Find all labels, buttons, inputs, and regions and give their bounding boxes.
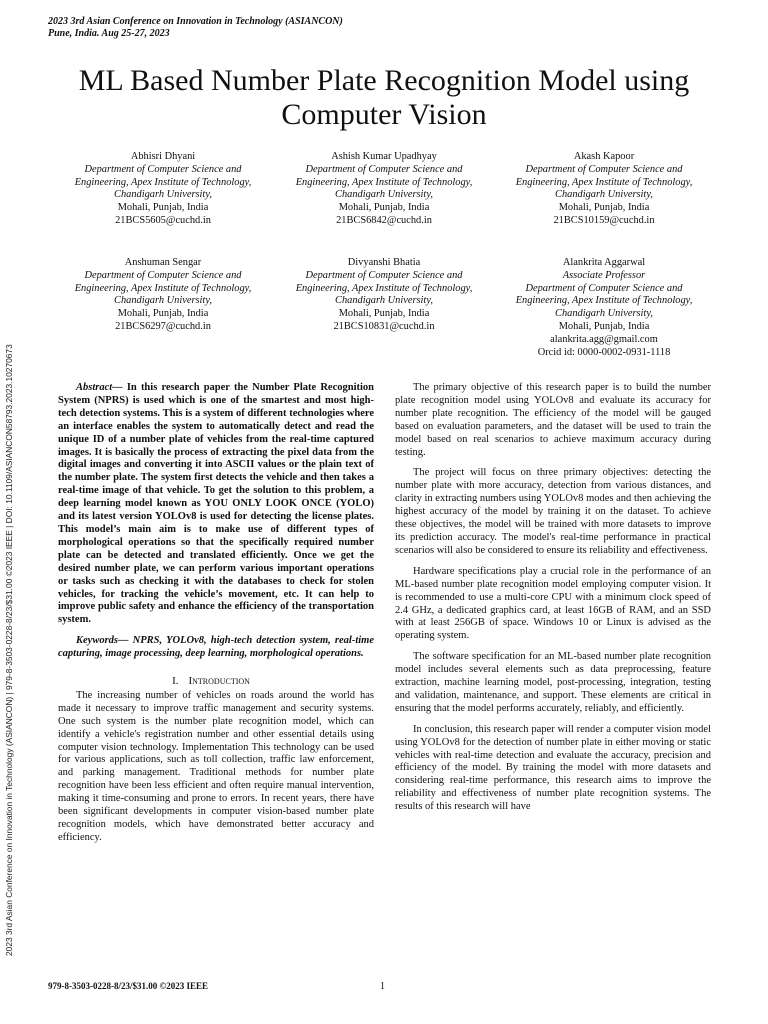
- intro-paragraph: The increasing number of vehicles on roads around the world has made it necessary to improve traffic management and security systems. One such system is the number plate recognition model, which can identify a vehicle's registration number and other essential details using computer vision technology. Implementation This technology can be used for various applications, such as toll collection, traffic law enforcement, and parking management. Traditional methods for number plate recognition have been less efficient and often require manual intervention, making it time-consuming and prone to errors. In recent years, there have been significant developments in computer vision-based number plate recognition models, which have demonstrated better accuracy and efficiency.: [58, 689, 374, 843]
- title-line-1: ML Based Number Plate Recognition Model using: [78, 64, 690, 97]
- author-role: Associate Professor: [562, 269, 646, 281]
- doi-side-strip: 2023 3rd Asian Conference on Innovation in Technology (ASIANCON) | 979-8-3503-0228-8/23/$31.00 ©2023 IEEE | DOI: 10.1109/ASIANCON58793.2023.10270673: [4, 344, 14, 956]
- author-orcid: Orcid id: 0000-0002-0931-1118: [537, 346, 671, 358]
- author-name: Ashish Kumar Upadhyay: [331, 151, 437, 162]
- right-column: [395, 382, 711, 822]
- author-affiliation: Department of Computer Science and Engineering, Apex Institute of Technology, Chandigarh University,: [515, 163, 693, 201]
- author-location: Mohali, Punjab, India: [338, 308, 430, 320]
- author-email: 21BCS10159@cuchd.in: [553, 214, 655, 226]
- page-number: 1: [380, 981, 385, 992]
- author-name: Divyanshi Bhatia: [347, 257, 421, 268]
- author-block: [279, 151, 489, 228]
- left-column: [58, 382, 374, 853]
- author-block: [499, 151, 709, 228]
- paper-title: [30, 64, 738, 132]
- author-name: Anshuman Sengar: [124, 257, 202, 268]
- author-location: Mohali, Punjab, India: [117, 202, 209, 214]
- author-location: Mohali, Punjab, India: [338, 202, 430, 214]
- author-location: Mohali, Punjab, India: [117, 308, 209, 320]
- author-affiliation: Department of Computer Science and Engineering, Apex Institute of Technology, Chandigarh University,: [74, 163, 252, 201]
- keywords: [58, 635, 374, 661]
- abstract: [58, 382, 374, 627]
- author-block: [58, 257, 268, 334]
- author-affiliation: Department of Computer Science and Engineering, Apex Institute of Technology, Chandigarh University,: [515, 282, 693, 320]
- author-name: Alankrita Aggarwal: [562, 257, 646, 268]
- keywords-label: Keywords—: [76, 635, 129, 647]
- body-paragraph: The primary objective of this research paper is to build the number plate recognition model using YOLOv8 and evaluate its accuracy for number plate recognition. The efficiency of the model will be gauged based on evaluation parameters, and the dataset will be used to train the model based on real scenarios to achieve maximum accuracy during testing.: [395, 382, 711, 458]
- author-location: Mohali, Punjab, India: [558, 320, 650, 332]
- author-block: [279, 257, 489, 334]
- section-heading: [58, 675, 374, 688]
- author-name: Abhisri Dhyani: [130, 151, 196, 162]
- author-affiliation: Department of Computer Science and Engineering, Apex Institute of Technology, Chandigarh University,: [295, 163, 473, 201]
- footer-copyright: 979-8-3503-0228-8/23/$31.00 ©2023 IEEE: [48, 981, 208, 991]
- conference-header: [48, 16, 448, 40]
- author-email: alankrita.agg@gmail.com: [550, 333, 658, 345]
- author-email: 21BCS6842@cuchd.in: [336, 214, 432, 226]
- author-email: 21BCS5605@cuchd.in: [115, 214, 211, 226]
- abstract-text: In this research paper the Number Plate Recognition System (NPRS) is used which is one of the smartest and most high-tech detection systems. This is a system of different technologies where an interface enables the system to automatically detect and read the unique ID of a number plate of vehicles from the real-time captured images. It is basically the process of extracting the pixel data from the digital images and converting it into ASCII values or the plain text of the number plate. The system first detects the vehicle and then takes a real-time image of that vehicle. To get the solution to this problem, a deep learning model known as YOU ONLY LOOK ONCE (YOLO) and its latest version YOLOv8 is used for detecting the license plates. This model’s main aim is to make use of different types of morphological operations so that the specifically required number plate can be detected and translated efficiently. Once we get the desired number plate, we can perform various important operations or tasks such as checking it with the databases to check for stolen vehicles, for tracking the vehicle’s movement, etc. It can help to improve public safety and enhance the efficiency of the transportation system.: [58, 382, 374, 626]
- author-affiliation: Department of Computer Science and Engineering, Apex Institute of Technology, Chandigarh University,: [74, 269, 252, 307]
- keywords-text: NPRS, YOLOv8, high-tech detection system, real-time capturing, image processing, deep learning, morphological operations.: [58, 635, 374, 660]
- conference-location: Pune, India. Aug 25-27, 2023: [48, 28, 170, 39]
- section-title: Introduction: [188, 675, 250, 688]
- author-block: [499, 257, 709, 359]
- title-line-2: Computer Vision: [281, 98, 487, 131]
- author-email: 21BCS10831@cuchd.in: [333, 320, 435, 332]
- abstract-label: Abstract—: [76, 382, 123, 393]
- body-paragraph: In conclusion, this research paper will render a computer vision model using YOLOv8 for the detection of number plate in either moving or static vehicles with real-time detection and evaluate the accuracy, precision and efficiency of the model. By training the model with more datasets and considering real-time performance, this research aims to improve the reliability and effectiveness of number plate recognition systems. The results of this research will have: [395, 723, 711, 813]
- author-name: Akash Kapoor: [573, 151, 635, 162]
- author-block: [58, 151, 268, 228]
- body-paragraph: The software specification for an ML-based number plate recognition model includes several elements such as data preprocessing, feature extraction, machine learning model, post-processing, integration, testing and validation, maintenance, and support. These elements are critical in ensuring that the model performs accurately, reliably, and efficiently.: [395, 651, 711, 714]
- body-paragraph: Hardware specifications play a crucial role in the performance of an ML-based number plate recognition model employing computer vision. It is recommended to use a multi-core CPU with a minimum clock speed of 2.4 GHz, a dedicated graphics card, at least 16GB of RAM, and an SSD with at least 256GB of space. Windows 10 or Linux is advised as the operating system.: [395, 565, 711, 642]
- author-location: Mohali, Punjab, India: [558, 202, 650, 214]
- author-affiliation: Department of Computer Science and Engineering, Apex Institute of Technology, Chandigarh University,: [295, 269, 473, 307]
- author-email: 21BCS6297@cuchd.in: [115, 320, 211, 332]
- conference-name: 2023 3rd Asian Conference on Innovation in Technology (ASIANCON): [48, 16, 343, 27]
- body-paragraph: The project will focus on three primary objectives: detecting the number plate with more accuracy, detection from various distances, and clarity in extracting numbers using YOLOv8 modes and then achieving the highest accuracy of the model by training it on the dataset. To achieve these objectives, the model will be trained with more datasets to improve its prediction accuracy. The model's real-time performance in practical scenarios will also be considered to ensure its reliability and effectiveness.: [395, 467, 711, 556]
- section-number: I.: [172, 675, 179, 688]
